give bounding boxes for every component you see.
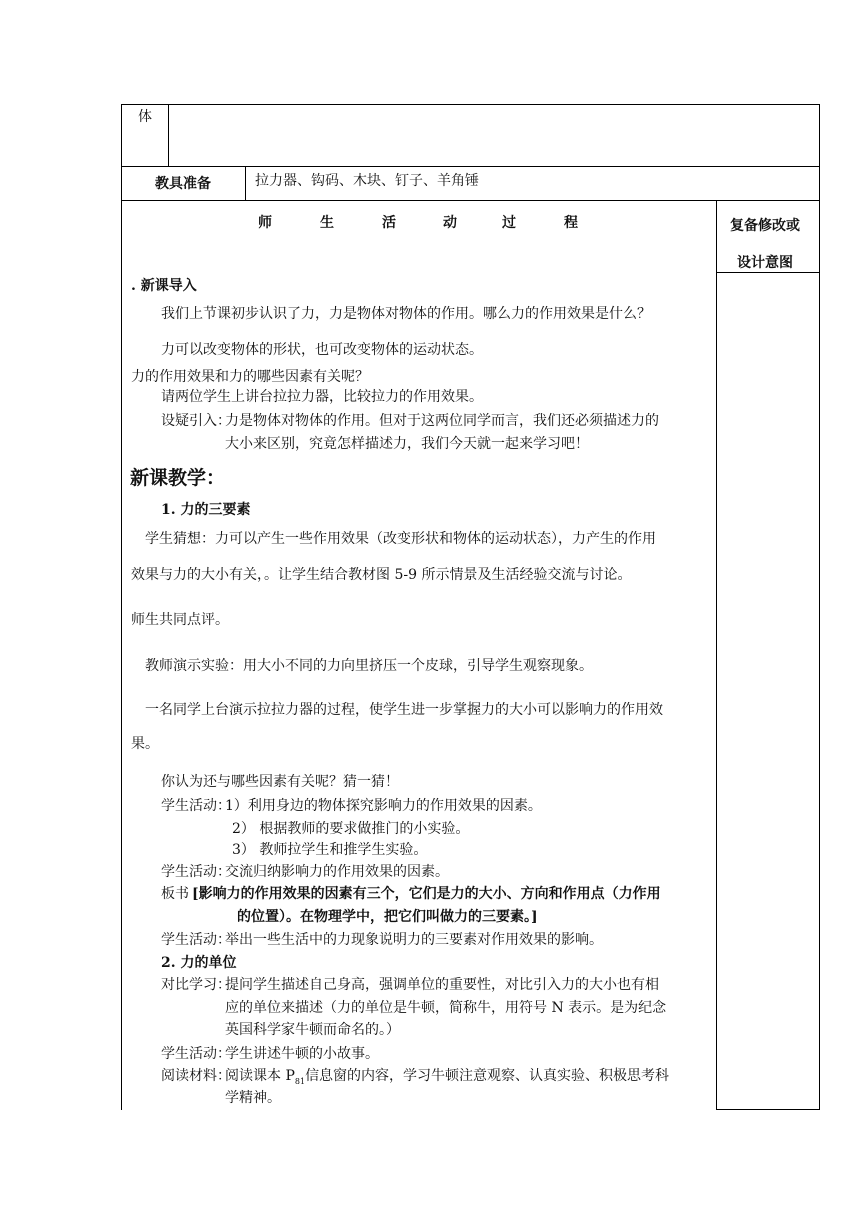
table-right-border <box>819 104 820 1110</box>
side-header-line2: 设计意图 <box>737 255 793 271</box>
activity-label: 学生活动： <box>161 864 231 880</box>
row-divider-subject <box>121 166 820 167</box>
intro-paragraph: 请两位学生上讲台拉拉力器，比较拉力的作用效果。 <box>161 389 483 405</box>
section-heading: 2. 力的单位 <box>161 955 237 971</box>
compare-label: 对比学习： <box>161 977 231 993</box>
new-lesson-heading: 新课教学： <box>130 467 226 489</box>
board-text: [影响力的作用效果的因素有三个，它们是力的大小、方向和作用点（力作用 <box>192 886 661 902</box>
intro-question-label: 设疑引入： <box>161 413 231 429</box>
process-header-char: 过 <box>502 215 516 231</box>
sec1-paragraph: 效果与力的大小有关，。让学生结合教材图 5-9 所示情景及生活经验交流与讨论。 <box>131 567 632 583</box>
side-column-divider <box>716 200 717 1110</box>
activity-item: 学生讲述牛顿的小故事。 <box>225 1046 379 1062</box>
intro-heading: . 新课导入 <box>131 278 197 294</box>
reading-text-a: 阅读课本 P <box>225 1068 295 1084</box>
table-top-border <box>121 104 820 105</box>
table-left-border <box>121 104 122 1110</box>
compare-text: 应的单位来描述（力的单位是牛顿，简称牛，用符号 N 表示。是为纪念 <box>225 1000 667 1016</box>
activity-item: 交流归纳影响力的作用效果的因素。 <box>225 864 449 880</box>
process-header-char: 师 <box>258 215 272 231</box>
activity-label: 学生活动： <box>161 798 231 814</box>
reading-text-b: 信息窗的内容，学习牛顿注意观察、认真实验、积极思考科 <box>305 1068 670 1084</box>
side-header-line1: 复备修改或 <box>730 218 800 234</box>
subject-label-divider <box>168 104 169 166</box>
board-text: 的位置）。在物理学中，把它们叫做力的三要素。] <box>237 909 538 925</box>
subject-row-label: 体 <box>138 109 152 125</box>
compare-text: 提问学生描述自己身高，强调单位的重要性，对比引入力的大小也有相 <box>225 977 659 993</box>
board-label: 板书 <box>161 886 189 902</box>
sec1-paragraph: 一名同学上台演示拉拉力器的过程，使学生进一步掌握力的大小可以影响力的作用效 <box>145 702 663 718</box>
intro-paragraph: 力可以改变物体的形状，也可改变物体的运动状态。 <box>161 342 483 358</box>
activity-item: 3） 教师拉学生和推学生实验。 <box>232 842 428 858</box>
prep-label-divider <box>245 166 246 200</box>
process-header-char: 动 <box>443 215 457 231</box>
prep-content: 拉力器、钩码、木块、钉子、羊角锤 <box>255 173 479 189</box>
sec1-paragraph: 果。 <box>131 736 159 752</box>
reading-label: 阅读材料： <box>161 1068 231 1084</box>
sec1-paragraph: 学生猜想：力可以产生一些作用效果（改变形状和物体的运动状态），力产生的作用 <box>145 531 656 547</box>
compare-text: 英国科学家牛顿而命名的。） <box>225 1022 400 1038</box>
process-header-char: 生 <box>320 215 334 231</box>
side-column-bottom <box>716 1109 820 1110</box>
sec1-paragraph: 教师演示实验：用大小不同的力向里挤压一个皮球，引导学生观察现象。 <box>145 658 593 674</box>
reading-text: 学精神。 <box>225 1090 281 1106</box>
section-heading: 1. 力的三要素 <box>161 502 251 518</box>
prep-label: 教具准备 <box>155 176 211 192</box>
activity-item: 举出一些生活中的力现象说明力的三要素对作用效果的影响。 <box>225 932 603 948</box>
sec1-paragraph: 师生共同点评。 <box>131 612 229 628</box>
process-header-char: 程 <box>564 215 578 231</box>
intro-paragraph: 力的作用效果和力的哪些因素有关呢？ <box>131 369 369 385</box>
page-number-subscript: 81 <box>294 1076 306 1086</box>
sec1-paragraph: 你认为还与哪些因素有关呢？猜一猜！ <box>161 774 399 790</box>
process-header-char: 活 <box>382 215 396 231</box>
intro-paragraph: 我们上节课初步认识了力，力是物体对物体的作用。哪么力的作用效果是什么？ <box>161 306 651 322</box>
intro-question-text: 力是物体对物体的作用。但对于这两位同学而言，我们还必须描述力的 <box>225 413 659 429</box>
intro-question-text: 大小来区别，究竟怎样描述力，我们今天就一起来学习吧！ <box>225 436 589 452</box>
activity-item: 2） 根据教师的要求做推门的小实验。 <box>232 821 470 837</box>
side-header-divider <box>716 272 820 273</box>
activity-label: 学生活动： <box>161 1046 231 1062</box>
activity-label: 学生活动： <box>161 932 231 948</box>
activity-item: 1）利用身边的物体探究影响力的作用效果的因素。 <box>225 798 542 814</box>
reading-text <box>225 1067 669 1086</box>
